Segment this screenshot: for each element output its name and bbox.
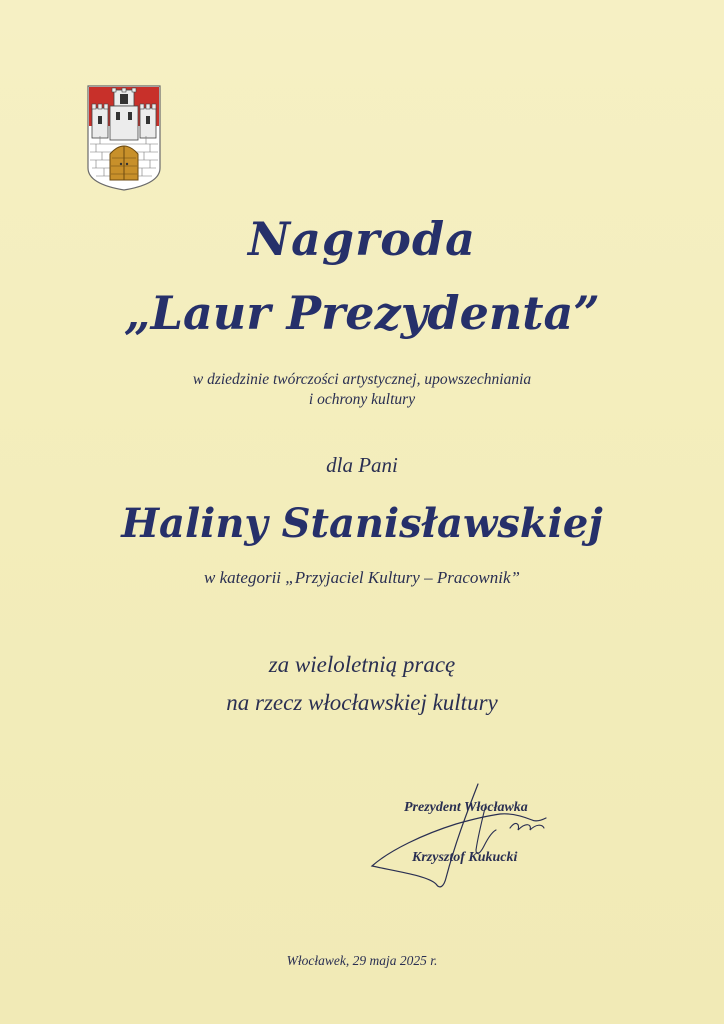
- signatory-title: Prezydent Włocławka: [404, 800, 528, 815]
- award-field-line-1: w dziedzinie twórczości artystycznej, upowszechniania: [192, 371, 532, 388]
- award-field-line-2: i ochrony kultury: [308, 391, 416, 408]
- wloclawek-coat-of-arms-icon: [86, 84, 162, 192]
- place-and-date: Włocławek, 29 maja 2025 r.: [286, 953, 438, 968]
- award-reason-line-1: za wieloletnią pracę: [268, 652, 456, 677]
- award-name: „Laur Prezydenta”: [124, 286, 600, 340]
- recipient-name: Haliny Stanisławskiej: [121, 500, 603, 547]
- award-reason: [0, 646, 724, 722]
- signature-block: [360, 780, 610, 900]
- award-reason-line-2: na rzecz włocławskiej kultury: [226, 690, 498, 715]
- award-category: w kategorii „Przyjaciel Kultury – Pracownik”: [204, 568, 520, 587]
- signatory-name: Krzysztof Kukucki: [412, 850, 518, 865]
- recipient-intro: dla Pani: [326, 453, 398, 477]
- award-field: [0, 370, 724, 410]
- award-title: Nagroda: [248, 212, 476, 266]
- handwritten-signature: [360, 780, 610, 900]
